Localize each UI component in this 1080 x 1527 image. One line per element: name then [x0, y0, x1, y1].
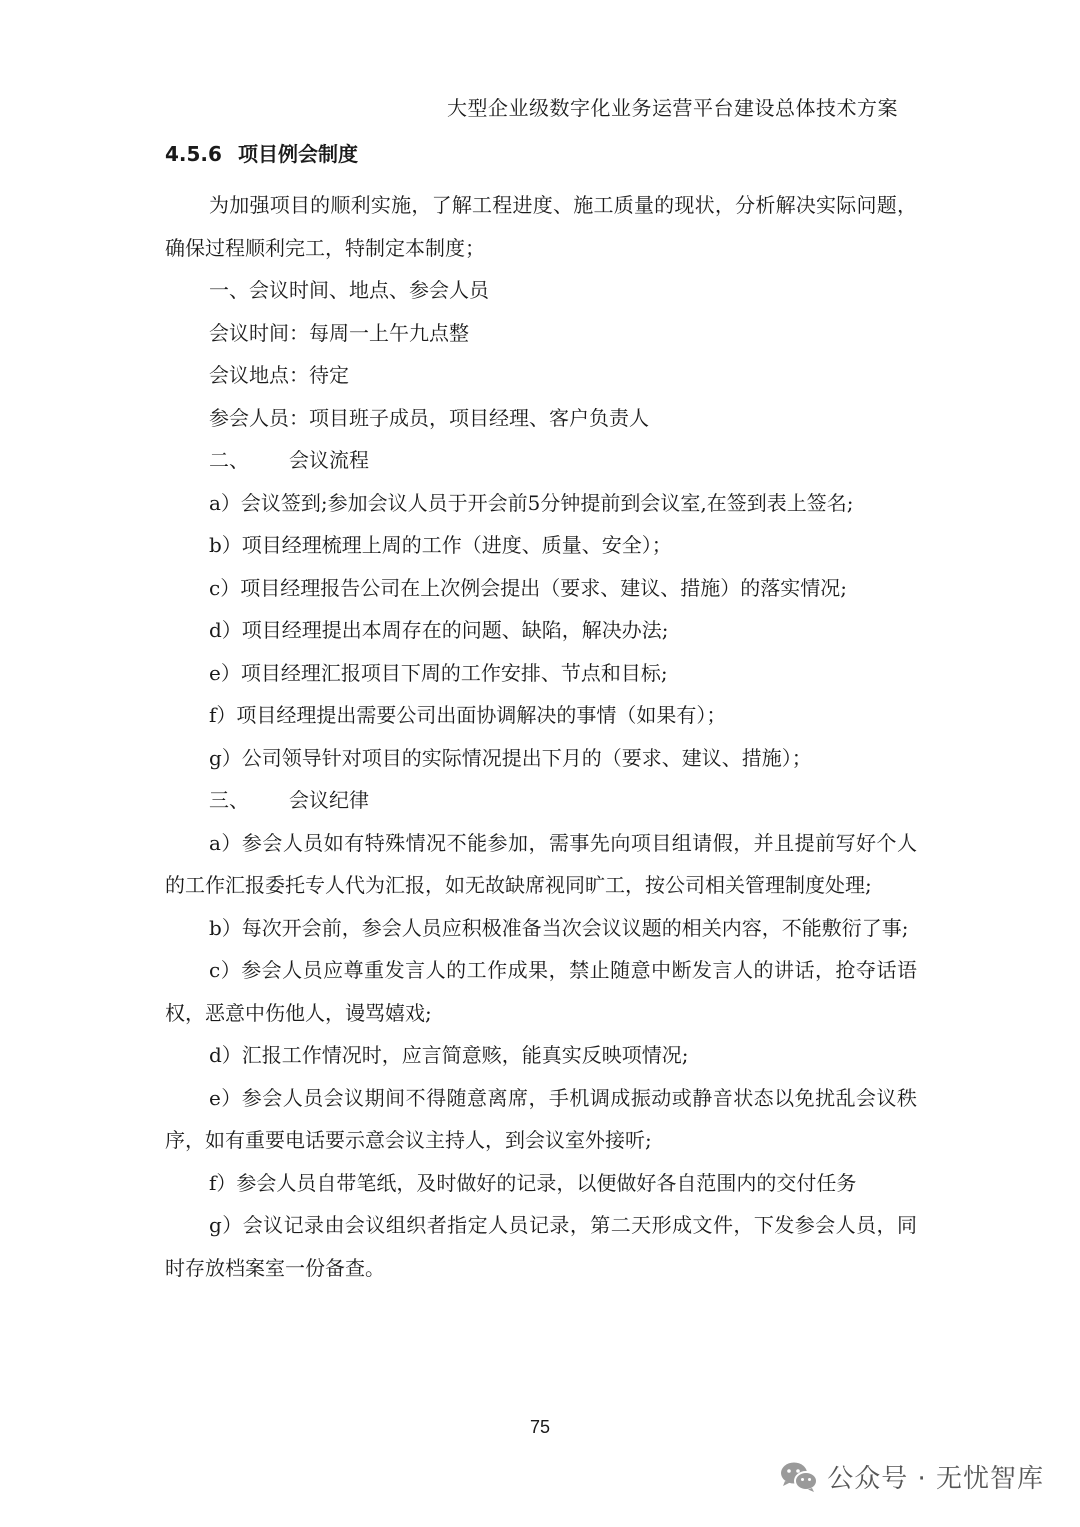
watermark-text: 公众号 · 无忧智库 — [827, 1464, 1044, 1494]
discipline-item-g: g）会议记录由会议组织者指定人员记录，第二天形成文件，下发参会人员，同时存放档案室一份备查。 — [165, 1213, 917, 1280]
process-item-d: d）项目经理提出本周存在的问题、缺陷，解决办法; — [209, 618, 669, 642]
paragraph-intro: 为加强项目的顺利实施，了解工程进度、施工质量的现状，分析解决实际问题，确保过程顺利完工，特制定本制度； — [165, 193, 917, 260]
section-3-number: 三、 — [209, 788, 249, 812]
section-1-title: 一、会议时间、地点、参会人员 — [209, 278, 489, 302]
meeting-time: 会议时间：每周一上午九点整 — [209, 320, 469, 345]
discipline-item-a: a）参会人员如有特殊情况不能参加，需事先向项目组请假，并且提前写好个人的工作汇报委托专人代为汇报，如无故缺席视同旷工，按公司相关管理制度处理; — [165, 830, 917, 897]
process-item-c: c）项目经理报告公司在上次例会提出（要求、建议、措施）的落实情况; — [209, 575, 847, 600]
process-item-g: g）公司领导针对项目的实际情况提出下月的（要求、建议、措施）； — [209, 745, 812, 770]
discipline-item-b: b）每次开会前，参会人员应积极准备当次会议议题的相关内容，不能敷衍了事; — [209, 915, 909, 940]
discipline-item-d: d）汇报工作情况时，应言简意赅，能真实反映项情况; — [209, 1043, 689, 1067]
process-item-a: a）会议签到;参加会议人员于开会前5分钟提前到会议室,在签到表上签名; — [209, 490, 854, 515]
discipline-item-e: e）参会人员会议期间不得随意离席，手机调成振动或静音状态以免扰乱会议秩序，如有重要电话要示意会议主持人，到会议室外接听; — [165, 1085, 917, 1152]
page-number: 75 — [529, 1417, 551, 1437]
section-heading — [165, 138, 358, 167]
wechat-icon — [779, 1460, 819, 1494]
section-number: 4.5.6 — [165, 142, 222, 166]
section-2-label: 会议流程 — [289, 448, 369, 472]
section-3-label: 会议纪律 — [289, 788, 369, 812]
meeting-attendees: 参会人员：项目班子成员，项目经理、客户负责人 — [209, 405, 649, 430]
section-2-title — [165, 439, 917, 482]
process-item-e: e）项目经理汇报项目下周的工作安排、节点和目标; — [209, 660, 668, 685]
watermark — [779, 1458, 1044, 1495]
discipline-item-f: f）参会人员自带笔纸，及时做好的记录，以便做好各自范围内的交付任务 — [209, 1170, 857, 1195]
discipline-item-c: c）参会人员应尊重发言人的工作成果，禁止随意中断发言人的讲话，抢夺话语权，恶意中伤他人，谩骂嬉戏; — [165, 958, 917, 1025]
section-title: 项目例会制度 — [237, 142, 358, 166]
process-item-f: f）项目经理提出需要公司出面协调解决的事情（如果有）； — [209, 703, 727, 727]
section-2-number: 二、 — [209, 448, 249, 472]
process-item-b: b）项目经理梳理上周的工作（进度、质量、安全）； — [209, 533, 672, 557]
page-header-title: 大型企业级数字化业务运营平台建设总体技术方案 — [447, 96, 898, 120]
section-3-title — [165, 779, 917, 822]
document-body — [165, 184, 917, 1289]
meeting-place: 会议地点：待定 — [209, 363, 349, 387]
